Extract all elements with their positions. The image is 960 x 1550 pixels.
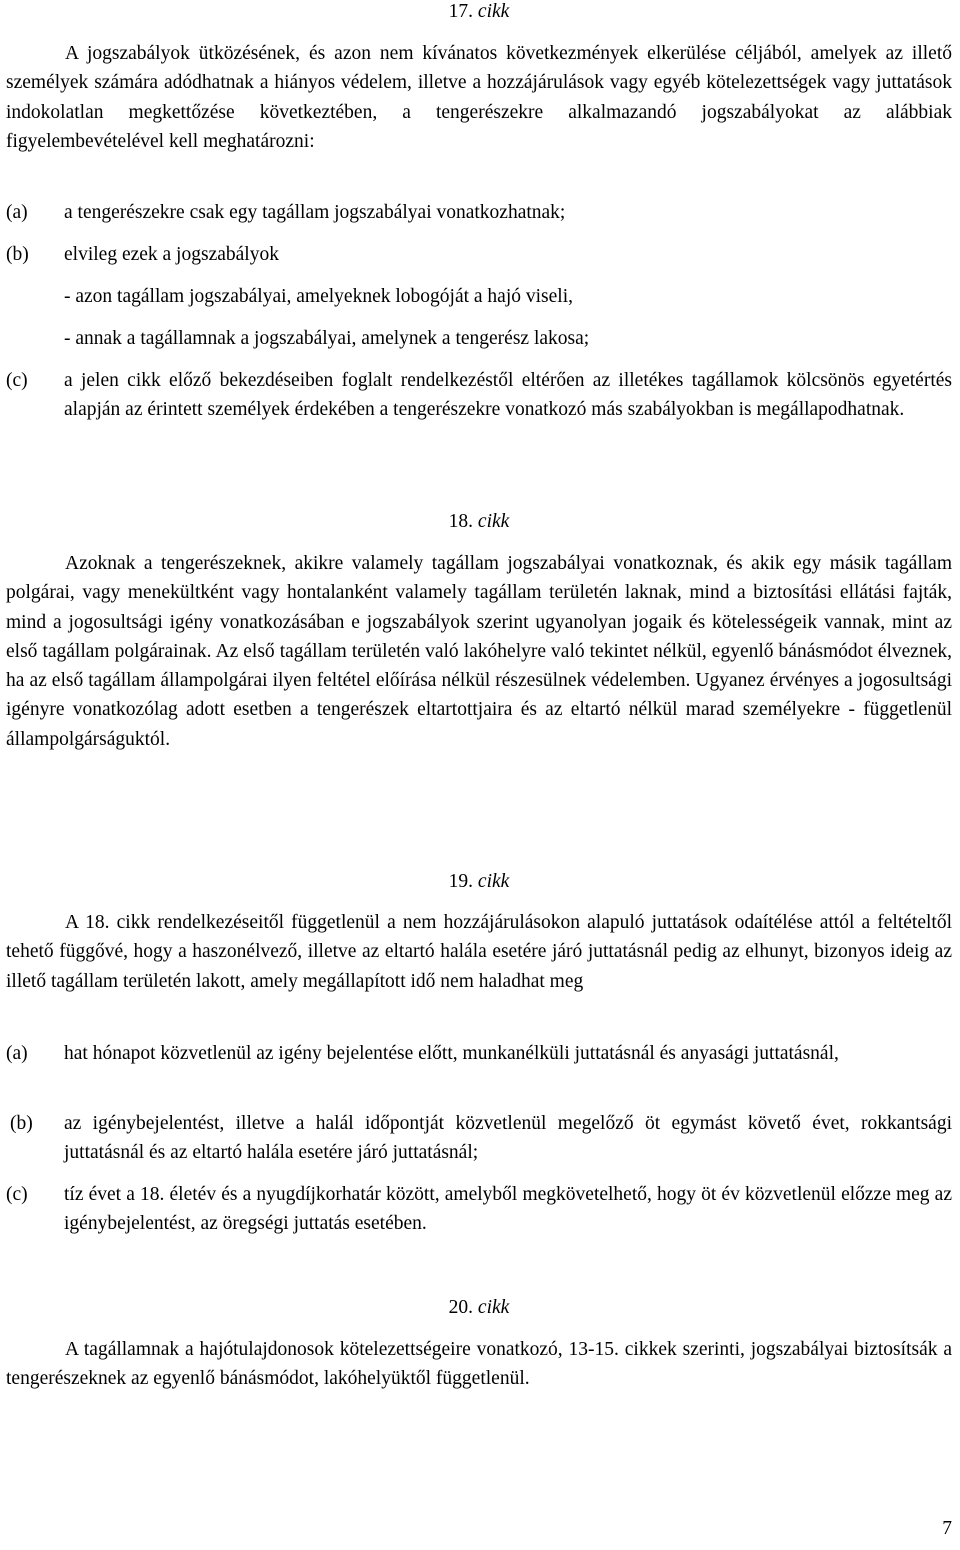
- article-18-body: Azoknak a tengerészeknek, akikre valamely tagállam jogszabályai vonatkoznak, és akik egy másik tagállam polgárai, vagy menekültként vagy hontalanként valamely tagállam területén laknak, mind a biztosítási ellátási fajták, mind a jogosultsági igény vonatkozásában e jogszabályok szerint ugyanolyan jogaik és kötelességeik vannak, mint az első tagállam polgárainak. Az első tagállam területén való lakóhelyre való tekintet nélkül, egyenlő bánásmódot élveznek, ha az első tagállam állampolgárai ilyen feltétel előírása nélkül részesülnek védelemben. Ugyanez érvényes a jogosultsági igényre vonatkozólag adott esetben a tengerészek eltartottjaira és az eltartó nélkül marad személyekre - függetlenül állampolgárságuktól.: [6, 553, 952, 750]
- article-number: 20.: [448, 1297, 474, 1318]
- item-text: az igénybejelentést, illetve a halál időpontját közvetlenül megelőző öt egymást követő évet, rokkantsági juttatásnál és az eltartó halála esetére járó juttatásnál;: [64, 1113, 952, 1164]
- article-17-subitem-2: - annak a tagállamnak a jogszabályai, amelynek a tengerész lakosa;: [64, 328, 590, 349]
- item-label: (a): [6, 202, 28, 223]
- article-17-subitem-1: - azon tagállam jogszabályai, amelyeknek lobogóját a hajó viseli,: [64, 286, 573, 307]
- article-number: 17.: [448, 1, 474, 22]
- page-number: 7: [942, 1518, 952, 1539]
- article-20-body: A tagállamnak a hajótulajdonosok kötelezettségeire vonatkozó, 13-15. cikkek szerinti, jogszabályai biztosítsák a tengerészeknek az egyenlő bánásmódot, lakóhelyüktől függetlenül.: [6, 1339, 952, 1390]
- item-text: elvileg ezek a jogszabályok: [64, 244, 279, 265]
- item-label: (b): [6, 244, 29, 265]
- article-20-heading: [6, 1293, 952, 1322]
- item-label: (a): [6, 1043, 28, 1064]
- item-text: a tengerészekre csak egy tagállam jogszabályai vonatkozhatnak;: [64, 202, 566, 223]
- item-text: a jelen cikk előző bekezdéseiben foglalt rendelkezéstől eltérően az illetékes tagállamok kölcsönös egyetértés alapján az érintett személyek érdekében a tengerészekre vonatkozó más szabályokban is megállapodhatnak.: [64, 370, 952, 421]
- article-17-item-b: [6, 240, 952, 269]
- article-19-item-a: [6, 1039, 952, 1068]
- article-19-item-c: [6, 1180, 952, 1239]
- article-word: cikk: [477, 871, 510, 892]
- item-text: tíz évet a 18. életév és a nyugdíjkorhatár között, amelyből megkövetelhető, hogy öt év közvetlenül előzze meg az igénybejelentést, az öregségi juttatás esetében.: [64, 1184, 952, 1235]
- article-19-heading: [6, 867, 952, 896]
- article-number: 19.: [448, 871, 474, 892]
- article-word: cikk: [477, 511, 510, 532]
- article-word: cikk: [477, 1297, 510, 1318]
- item-label: (c): [6, 1184, 28, 1205]
- article-19-item-b: [6, 1109, 952, 1168]
- article-17-intro: A jogszabályok ütközésének, és azon nem kívánatos következmények elkerülése céljából, amelyek az illető személyek számára adódhatnak a hiányos védelem, illetve a hozzájárulások vagy egyéb kötelezettségek vagy juttatások indokolatlan megkettőzése következtében, a tengerészekre alkalmazandó jogszabályokat az alábbiak figyelembevételével kell meghatározni:: [6, 43, 952, 152]
- article-19-intro: A 18. cikk rendelkezéseitől függetlenül a nem hozzájárulásokon alapuló juttatások odaítélése attól a feltételtől tehető függővé, hogy a haszonélvező, illetve az eltartó halála esetére járó juttatásnál pedig az elhunyt, bizonyos ideig az illető tagállam területén lakott, amely megállapított idő nem haladhat meg: [6, 912, 952, 992]
- item-label: (b): [10, 1113, 33, 1134]
- article-word: cikk: [477, 1, 510, 22]
- item-label: (c): [6, 370, 28, 391]
- article-17-item-c: [6, 366, 952, 425]
- article-17-heading: [6, 0, 952, 26]
- item-text: hat hónapot közvetlenül az igény bejelentése előtt, munkanélküli juttatásnál és anyasági juttatásnál,: [64, 1043, 839, 1064]
- article-18-heading: [6, 507, 952, 536]
- article-number: 18.: [448, 511, 474, 532]
- article-17-item-a: [6, 198, 952, 227]
